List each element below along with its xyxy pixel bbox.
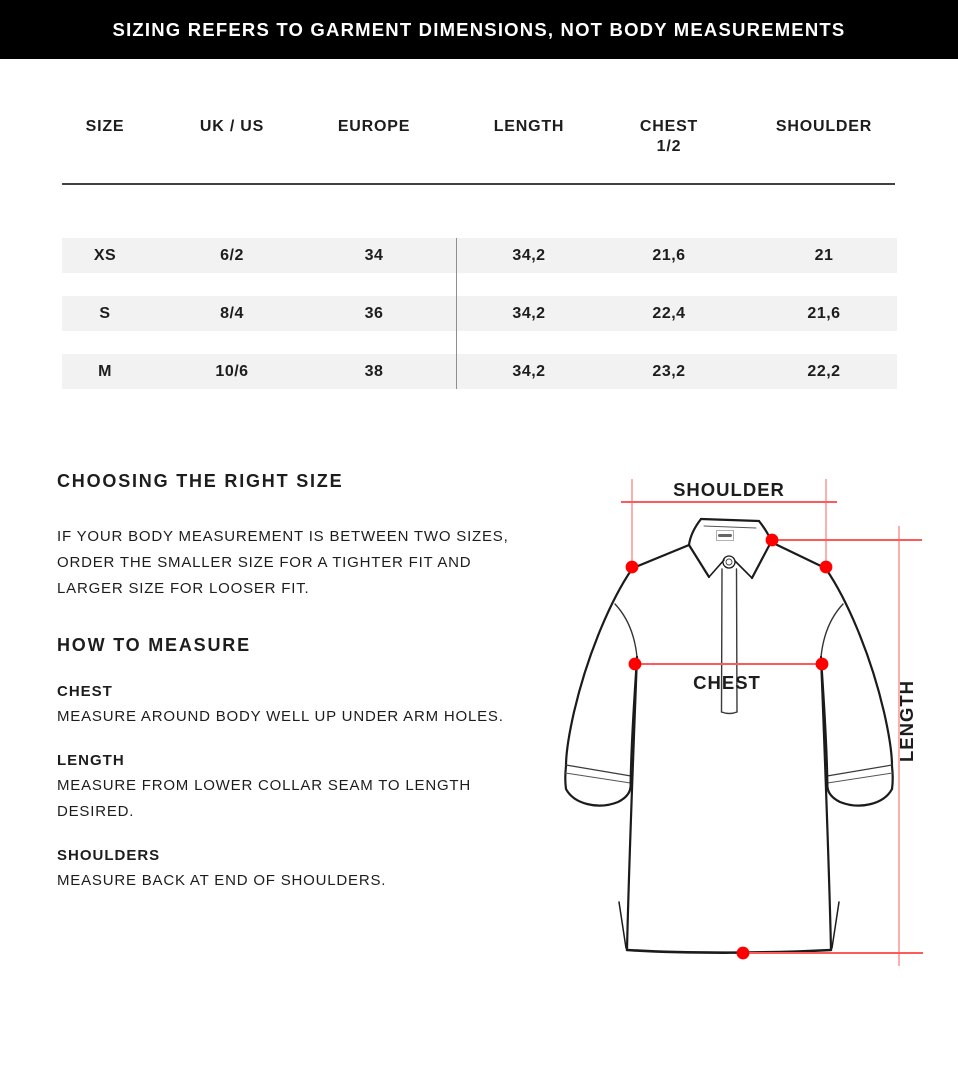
cell-europe: 38 bbox=[364, 363, 384, 380]
garment-measure-diagram bbox=[556, 460, 958, 1000]
size-table bbox=[62, 110, 897, 390]
measure-item-text: MEASURE FROM LOWER COLLAR SEAM TO LENGTH DESIRED. bbox=[57, 777, 472, 820]
cell-shoulder: 22,2 bbox=[807, 363, 841, 380]
cell-uk-us: 6/2 bbox=[220, 247, 244, 264]
cell-europe: 34 bbox=[364, 247, 384, 264]
cell-length: 34,2 bbox=[512, 363, 546, 380]
collar bbox=[689, 519, 771, 578]
chest-right-dot bbox=[816, 658, 829, 671]
left-shoulder-dot bbox=[626, 561, 639, 574]
table-row-xs bbox=[62, 238, 897, 273]
cell-chest: 23,2 bbox=[652, 363, 686, 380]
diagram-chest-label: CHEST bbox=[693, 672, 761, 693]
body-right-side bbox=[821, 657, 831, 950]
measure-item-shoulders bbox=[57, 847, 535, 894]
measure-item-title: CHEST bbox=[57, 683, 113, 700]
measure-item-text: MEASURE BACK AT END OF SHOULDERS. bbox=[57, 872, 387, 889]
left-side-slit bbox=[619, 902, 626, 948]
cell-uk-us: 10/6 bbox=[215, 363, 249, 380]
cell-size: S bbox=[99, 305, 111, 322]
collar-button bbox=[726, 559, 732, 565]
cell-chest: 21,6 bbox=[652, 247, 686, 264]
measure-item-title: SHOULDERS bbox=[57, 847, 161, 864]
cell-length: 34,2 bbox=[512, 305, 546, 322]
sizing-notice-text: SIZING REFERS TO GARMENT DIMENSIONS, NOT BODY MEASUREMENTS bbox=[112, 18, 846, 40]
table-row-s bbox=[62, 296, 897, 331]
chest-left-dot bbox=[629, 658, 642, 671]
column-header-shoulder: SHOULDER bbox=[775, 118, 873, 135]
column-header-size: SIZE bbox=[85, 118, 125, 135]
measure-item-chest bbox=[57, 683, 535, 730]
right-shoulder-dot bbox=[820, 561, 833, 574]
cell-europe: 36 bbox=[364, 305, 384, 322]
choosing-size-heading: CHOOSING THE RIGHT SIZE bbox=[57, 471, 344, 491]
left-shoulder-seam bbox=[633, 545, 689, 568]
sizing-notice-banner bbox=[0, 0, 958, 59]
right-sleeve bbox=[821, 569, 893, 806]
column-header-length: LENGTH bbox=[493, 118, 565, 135]
measurement-markup bbox=[621, 479, 923, 966]
measure-item-title: LENGTH bbox=[57, 752, 125, 769]
left-sleeve bbox=[565, 569, 637, 806]
choosing-size-body: IF YOUR BODY MEASUREMENT IS BETWEEN TWO SIZES, ORDER THE SMALLER SIZE FOR A TIGHTER FIT AND LARGER SIZE FOR LOOSER FIT. bbox=[57, 528, 509, 597]
measure-lines bbox=[621, 502, 923, 953]
measure-point-dots bbox=[626, 534, 833, 960]
cell-shoulder: 21 bbox=[814, 247, 834, 264]
column-header-europe: EUROPE bbox=[337, 118, 411, 135]
table-header-rule bbox=[62, 183, 895, 185]
choosing-size-section bbox=[57, 471, 535, 602]
cell-shoulder: 21,6 bbox=[807, 305, 841, 322]
table-row-m bbox=[62, 354, 897, 389]
collar-button bbox=[723, 556, 735, 568]
garment-body bbox=[619, 657, 839, 953]
collar-seam-dot bbox=[766, 534, 779, 547]
body-left-side bbox=[627, 657, 637, 950]
garment-sketch bbox=[565, 519, 893, 953]
column-header-chest-half: CHEST 1/2 bbox=[639, 118, 699, 155]
right-armhole-seam bbox=[821, 604, 843, 657]
table-column-divider bbox=[456, 238, 457, 389]
how-to-measure-section bbox=[57, 635, 535, 894]
hem-dot bbox=[737, 947, 750, 960]
cell-chest: 22,4 bbox=[652, 305, 686, 322]
right-shoulder-seam bbox=[771, 542, 825, 568]
cell-length: 34,2 bbox=[512, 247, 546, 264]
cell-size: M bbox=[98, 363, 112, 380]
diagram-shoulder-label: SHOULDER bbox=[673, 479, 785, 500]
left-armhole-seam bbox=[615, 604, 637, 657]
measure-item-text: MEASURE AROUND BODY WELL UP UNDER ARM HOLES. bbox=[57, 708, 504, 725]
how-to-measure-heading: HOW TO MEASURE bbox=[57, 635, 251, 655]
cell-uk-us: 8/4 bbox=[220, 305, 244, 322]
column-header-uk-us: UK / US bbox=[199, 118, 265, 135]
right-side-slit bbox=[832, 902, 839, 948]
cell-size: XS bbox=[93, 247, 117, 264]
diagram-length-label: LENGTH bbox=[896, 679, 917, 763]
measure-item-length bbox=[57, 752, 535, 825]
